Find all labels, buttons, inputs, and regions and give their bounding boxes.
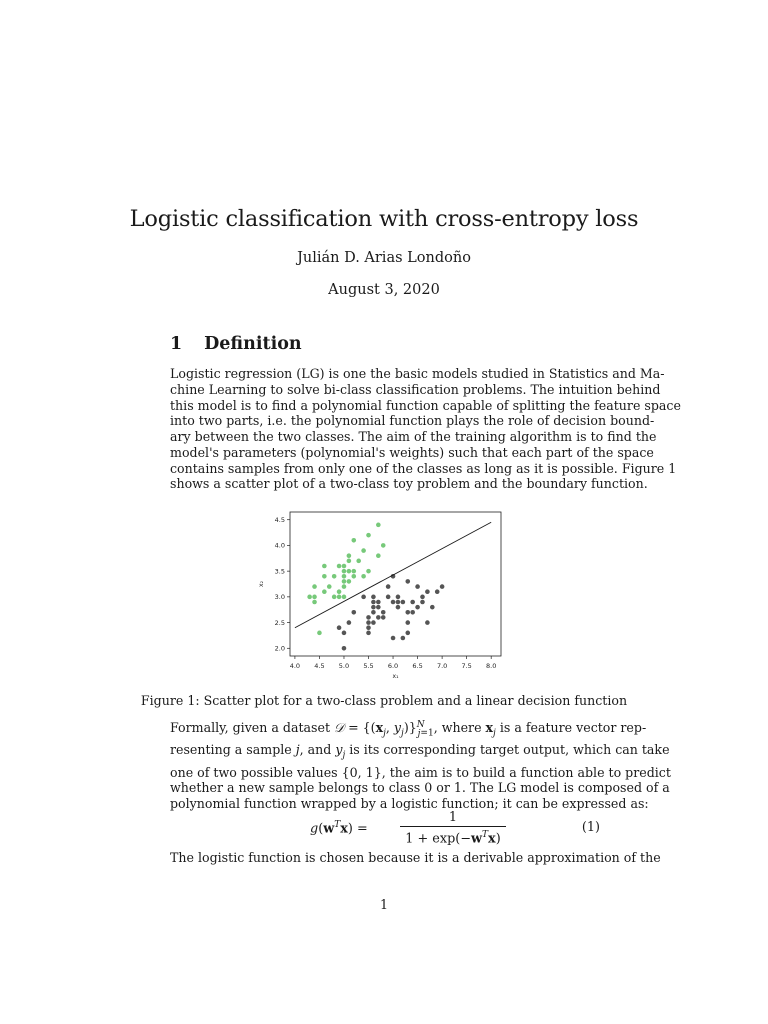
data-point [366, 569, 371, 574]
equation-fraction [398, 810, 508, 847]
data-point [401, 636, 406, 641]
data-point [415, 584, 420, 589]
paragraph-line: polynomial function wrapped by a logistic function; it can be expressed as: [170, 796, 649, 812]
data-point [342, 584, 347, 589]
paragraph-line: The logistic function is chosen because it is a derivable approximation of the [170, 850, 661, 865]
data-point [405, 579, 410, 584]
data-point [381, 610, 386, 615]
data-point [351, 538, 356, 543]
y-tick-label: 2.0 [274, 644, 285, 653]
paragraph-line: model's parameters (polynomial's weights) such that each part of the space [170, 444, 654, 460]
data-point [376, 615, 381, 620]
data-point [347, 579, 352, 584]
x-tick-label: 4.5 [314, 662, 325, 670]
data-point [347, 569, 352, 574]
data-point [342, 564, 347, 569]
paragraph-line: contains samples from only one of the classes as long as it is possible. Figure 1 [170, 460, 677, 476]
data-point [396, 600, 401, 605]
paragraph-line: one of two possible values {0, 1}, the aim is to build a function able to predict [170, 764, 671, 780]
page-number: 1 [379, 897, 388, 912]
data-point [376, 523, 381, 528]
data-point [371, 610, 376, 615]
data-point [420, 600, 425, 605]
data-point [351, 610, 356, 615]
paragraph-formal [170, 718, 671, 812]
data-point [322, 574, 327, 579]
data-point [342, 595, 347, 600]
section-number: 1 [170, 334, 183, 354]
data-point [425, 620, 430, 625]
data-point [337, 589, 342, 594]
data-point [342, 631, 347, 636]
paragraph-line: chine Learning to solve bi-class classification problems. The intuition behind [170, 381, 661, 397]
data-point [440, 584, 445, 589]
y-axis-label: x₂ [258, 581, 265, 587]
data-point [371, 605, 376, 610]
data-point [386, 595, 391, 600]
data-point [342, 646, 347, 651]
data-point [366, 620, 371, 625]
data-point [312, 584, 317, 589]
data-point [435, 589, 440, 594]
data-point [347, 553, 352, 558]
data-point [391, 600, 396, 605]
data-point [312, 595, 317, 600]
paragraph-logistic [170, 850, 661, 866]
data-point [381, 543, 386, 548]
data-point [366, 631, 371, 636]
paragraph-line: this model is to find a polynomial function capable of splitting the feature space [170, 397, 681, 413]
data-point [396, 595, 401, 600]
data-point [405, 620, 410, 625]
x-tick-label: 5.0 [338, 662, 350, 670]
data-point [425, 589, 430, 594]
x-tick-label: 6.5 [412, 662, 423, 670]
data-point [332, 574, 337, 579]
x-tick-label: 7.5 [461, 662, 472, 670]
data-point [401, 600, 406, 605]
data-point [351, 574, 356, 579]
data-point [356, 559, 361, 564]
data-point [391, 636, 396, 641]
data-point [371, 600, 376, 605]
data-point [366, 615, 371, 620]
data-point [337, 564, 342, 569]
section-title: Definition [204, 334, 302, 354]
data-point [337, 595, 342, 600]
data-point [371, 595, 376, 600]
y-tick-label: 4.0 [274, 541, 285, 550]
data-point [381, 615, 386, 620]
data-point [361, 595, 366, 600]
data-point [342, 574, 347, 579]
paragraph-line: whether a new sample belongs to class 0 or 1. The LG model is composed of a [170, 780, 670, 796]
x-tick-label: 7.0 [436, 662, 448, 670]
data-point [322, 564, 327, 569]
data-point [307, 595, 312, 600]
data-point [366, 625, 371, 630]
x-tick-label: 5.5 [363, 662, 374, 670]
data-point [376, 553, 381, 558]
paragraph-line: resenting a sample j, and $y_j$ is its corresponding target output, which can take [170, 742, 670, 761]
paragraph-line: into two parts, i.e. the polynomial function plays the role of decision bound- [170, 413, 655, 429]
data-point [347, 620, 352, 625]
data-point [342, 569, 347, 574]
data-point [312, 600, 317, 605]
data-point [332, 595, 337, 600]
paper-author: Julián D. Arias Londoño [297, 250, 471, 266]
paragraph-line: Logistic regression (LG) is one the basic models studied in Statistics and Ma- [170, 366, 665, 381]
data-point [415, 605, 420, 610]
data-point [366, 533, 371, 538]
data-point [317, 631, 322, 636]
paragraph-line: shows a scatter plot of a two-class toy problem and the boundary function. [170, 476, 648, 492]
data-point [361, 574, 366, 579]
data-point [405, 610, 410, 615]
paragraph-definition [170, 366, 681, 492]
data-point [410, 610, 415, 615]
data-point [420, 595, 425, 600]
scatter-plot-figure [253, 506, 509, 684]
data-point [327, 584, 332, 589]
data-point [322, 589, 327, 594]
data-point [410, 600, 415, 605]
section-heading [170, 334, 302, 354]
x-tick-label: 8.0 [486, 662, 497, 670]
equation-lhs: $g(w^Tx)$ = [310, 820, 368, 837]
paper-date: August 3, 2020 [328, 282, 440, 298]
data-point [376, 605, 381, 610]
data-point [376, 600, 381, 605]
paper-title: Logistic classification with cross-entropy loss [129, 206, 639, 232]
data-point [361, 548, 366, 553]
data-point [386, 584, 391, 589]
data-point [337, 625, 342, 630]
data-point [371, 620, 376, 625]
data-point [396, 605, 401, 610]
y-tick-label: 4.5 [274, 515, 285, 524]
data-point [342, 579, 347, 584]
y-tick-label: 3.0 [274, 593, 285, 602]
equation-numerator: 1 [448, 810, 458, 825]
y-tick-label: 2.5 [274, 618, 285, 627]
data-point [430, 605, 435, 610]
data-point [351, 569, 356, 574]
x-tick-label: 6.0 [387, 662, 399, 670]
y-tick-label: 3.5 [274, 567, 285, 576]
equation-number: (1) [581, 820, 600, 835]
equation-logistic [170, 810, 600, 847]
equation-denominator: $1 + \exp(-w^Tx)$ [405, 830, 501, 847]
data-point [405, 631, 410, 636]
paragraph-line: Formally, given a dataset 𝒟 = {($x_j$, $y_j)\}^N_{j=1}$, where $x_j$ is a feature vector rep- [170, 720, 647, 739]
figure-caption: Figure 1: Scatter plot for a two-class problem and a linear decision function [140, 693, 628, 708]
x-tick-label: 4.0 [289, 662, 301, 670]
data-point [347, 559, 352, 564]
paragraph-line: ary between the two classes. The aim of the training algorithm is to find the [170, 429, 657, 444]
x-axis-label: x₁ [392, 673, 399, 680]
